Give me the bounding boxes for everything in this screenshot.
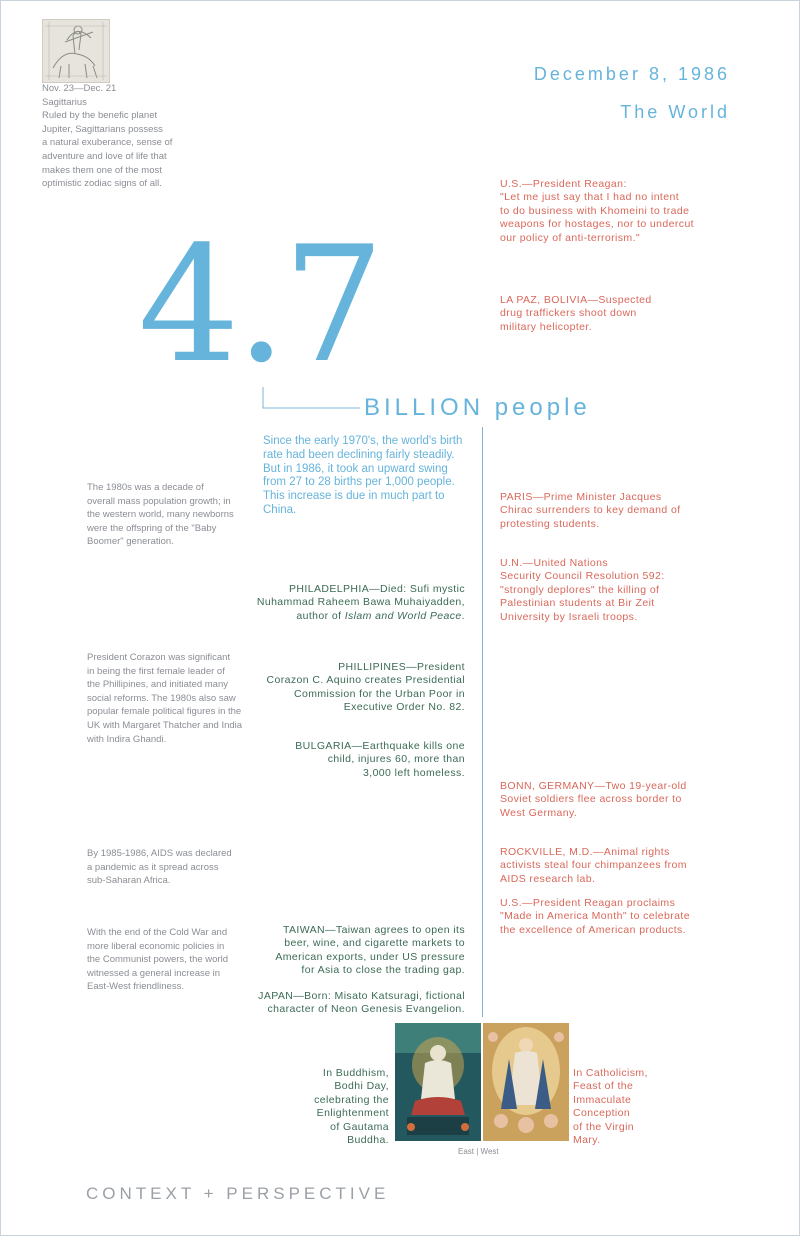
event-item: PHILLIPINES—President Corazon C. Aquino creates Presidential Commission for the Urban Poor in Executive Order No. 82. <box>266 661 465 714</box>
buddha-painting <box>395 1023 481 1141</box>
event-item: U.S.—President Reagan: "Let me just say that I had no intent to do business with Khomeini to trade weapons for hostages, nor to undercut our policy of anti-terrorism." <box>500 178 694 244</box>
population-figure: 4.7 <box>138 211 381 398</box>
event-item: TAIWAN—Taiwan agrees to open its beer, wine, and cigarette markets to American exports, under US pressure for Asia to close the trading gap. <box>275 924 465 977</box>
immaculate-conception-painting <box>483 1023 569 1141</box>
footer-title: CONTEXT + PERSPECTIVE <box>86 1184 390 1203</box>
bracket-line <box>262 387 362 411</box>
context-note: The 1980s was a decade of overall mass population growth; in the western world, many newborns were the offspring of the "Baby Boomer" generation. <box>87 482 234 548</box>
event-text-end: . <box>461 609 465 622</box>
context-note: President Corazon was significant in being the first female leader of the Phillipines, and initiated many social reforms. The 1980s also saw popular female political figures in the UK with Margaret Thatcher and India with Indira Ghandi. <box>87 652 243 745</box>
sagittarius-illustration <box>42 19 110 83</box>
page-location: The World <box>620 102 730 122</box>
event-item: U.N.—United Nations Security Council Resolution 592: "strongly deplores" the killing of Palestinian students at Bir Zeit University by Israeli troops. <box>500 557 665 623</box>
event-item: U.S.—President Reagan proclaims "Made in America Month" to celebrate the excellence of American products. <box>500 897 690 936</box>
event-item: PARIS—Prime Minister Jacques Chirac surrenders to key demand of protesting students. <box>500 491 681 530</box>
population-unit: BILLION people <box>364 394 591 421</box>
zodiac-description: Nov. 23—Dec. 21 Sagittarius Ruled by the benefic planet Jupiter, Sagittarians possess a natural exuberance, sense of adventure and love of life that makes them one of the most optimistic zodiac signs of all. <box>42 83 173 190</box>
event-text: PHILADELPHIA—Died: Sufi mystic Nuhammad Raheem Bawa Muhaiyadden, author of <box>256 583 465 622</box>
book-title: Islam and World Peace <box>344 609 462 622</box>
timeline-divider <box>482 427 483 1017</box>
east-caption: In Buddhism, Bodhi Day, celebrating the Enlightenment of Gautama Buddha. <box>314 1067 389 1147</box>
page-date: December 8, 1986 <box>533 64 730 84</box>
event-item: JAPAN—Born: Misato Katsuragi, fictional character of Neon Genesis Evangelion. <box>258 990 465 1016</box>
west-caption: In Catholicism, Feast of the Immaculate Conception of the Virgin Mary. <box>573 1067 648 1147</box>
event-item: BONN, GERMANY—Two 19-year-old Soviet soldiers flee across border to West Germany. <box>500 780 687 819</box>
birth-rate-intro: Since the early 1970's, the world's birth rate had been declining fairly steadily. But in 1986, it took an upward swing from 27 to 28 births per 1,000 people. This increase is due in much part to China. <box>263 435 463 516</box>
event-item: ROCKVILLE, M.D.—Animal rights activists steal four chimpanzees from AIDS research lab. <box>500 846 687 885</box>
east-west-label: East | West <box>458 1147 499 1156</box>
event-item: BULGARIA—Earthquake kills one child, injures 60, more than 3,000 left homeless. <box>295 740 465 779</box>
event-item: LA PAZ, BOLIVIA—Suspected drug traffickers shoot down military helicopter. <box>500 294 652 333</box>
context-note: With the end of the Cold War and more liberal economic policies in the Communist powers, the world witnessed a general increase in East-West friendliness. <box>87 927 228 993</box>
event-item <box>250 583 465 623</box>
context-note: By 1985-1986, AIDS was declared a pandemic as it spread across sub-Saharan Africa. <box>87 848 232 887</box>
